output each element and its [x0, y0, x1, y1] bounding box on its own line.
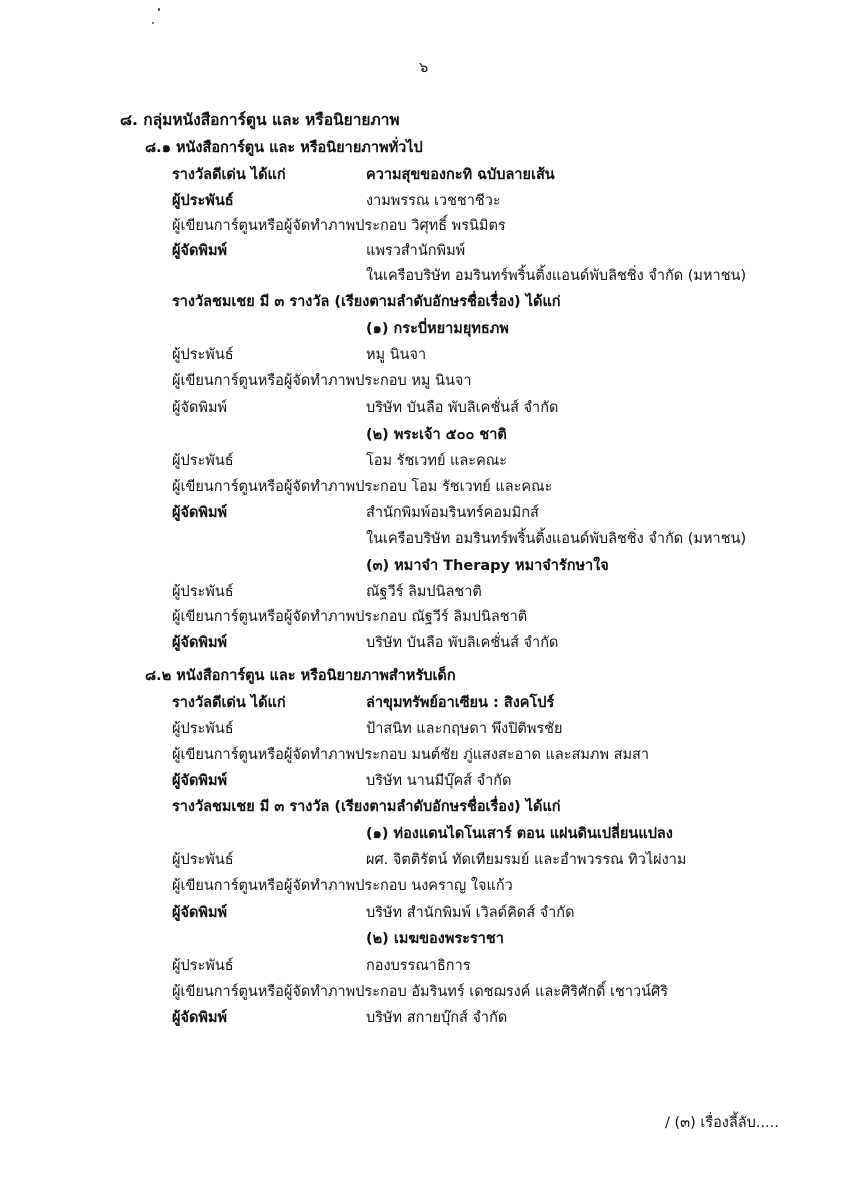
honor-title: (๑) กระบี่หยามยุทธภพ: [366, 321, 509, 337]
author: หมู นินจา: [366, 347, 427, 363]
publisher-note: ในเครือบริษัท อมรินทร์พริ้นติ้งแอนด์พับลิชชิ่ง จำกัด (มหาชน): [366, 268, 747, 284]
subsection-title: ๘.๒ หนังสือการ์ตูน และ หรือนิยายภาพสำหรับเด็ก: [145, 668, 456, 684]
publisher: บริษัท บันลือ พับลิเคชั่นส์ จำกัด: [366, 635, 559, 651]
award-title: ความสุขของกะทิ ฉบับลายเส้น: [366, 167, 555, 183]
publisher-label: ผู้จัดพิมพ์: [172, 400, 228, 416]
honor-title: (๑) ท่องแดนไดโนเสาร์ ตอน แผ่นดินเปลี่ยนแปลง: [366, 826, 673, 842]
scan-speck: [152, 22, 154, 24]
author-label: ผู้ประพันธ์: [172, 958, 234, 974]
honor-title: (๓) หมาจ๋า Therapy หมาจ๋ารักษาใจ: [366, 558, 609, 574]
author: โอม รัชเวทย์ และคณะ: [366, 453, 508, 469]
author-label: ผู้ประพันธ์: [172, 852, 234, 868]
award-title: ล่าขุมทรัพย์อาเซียน : สิงคโปร์: [366, 695, 555, 711]
honor-title: (๒) พระเจ้า ๕๐๐ ชาติ: [366, 427, 507, 443]
publisher: บริษัท สำนักพิมพ์ เวิลด์คิดส์ จำกัด: [366, 905, 575, 921]
publisher-label: ผู้จัดพิมพ์: [172, 505, 228, 521]
illustrator-line: ผู้เขียนการ์ตูนหรือผู้จัดทำภาพประกอบ อัมรินทร์ เดชฌรงค์ และศิริศักดิ์ เชาวน์ศิริ: [172, 984, 669, 1000]
footer-continuation: / (๓) เรื่องลี้ลับ.....: [665, 1115, 779, 1131]
author: กองบรรณาธิการ: [366, 958, 471, 974]
honor-title: (๒) เมฆของพระราชา: [366, 931, 504, 947]
author-label: ผู้ประพันธ์: [172, 453, 234, 469]
author-label: ผู้ประพันธ์: [172, 584, 234, 600]
illustrator-line: ผู้เขียนการ์ตูนหรือผู้จัดทำภาพประกอบ นงคราญ ใจแก้ว: [172, 878, 513, 894]
publisher: แพรวสำนักพิมพ์: [366, 243, 466, 259]
illustrator-line: ผู้เขียนการ์ตูนหรือผู้จัดทำภาพประกอบ มนต์ชัย ภู่แสงสะอาด และสมภพ สมสา: [172, 747, 650, 763]
honor-heading: รางวัลชมเชย มี ๓ รางวัล (เรียงตามลำดับอักษรชื่อเรื่อง) ได้แก่: [172, 294, 561, 310]
section-title: ๘. กลุ่มหนังสือการ์ตูน และ หรือนิยายภาพ: [120, 111, 400, 129]
author: งามพรรณ เวชชาชีวะ: [366, 193, 501, 209]
publisher-label: ผู้จัดพิมพ์: [172, 635, 228, 651]
scan-speck: [158, 8, 160, 11]
publisher-label: ผู้จัดพิมพ์: [172, 1010, 228, 1026]
illustrator-line: ผู้เขียนการ์ตูนหรือผู้จัดทำภาพประกอบ โอม รัชเวทย์ และคณะ: [172, 479, 553, 495]
illustrator-line: ผู้เขียนการ์ตูนหรือผู้จัดทำภาพประกอบ ณัฐวีร์ ลิมปนิลชาติ: [172, 609, 528, 625]
author-label: ผู้ประพันธ์: [172, 193, 234, 209]
award-label: รางวัลดีเด่น ได้แก่: [172, 167, 286, 183]
illustrator-line: ผู้เขียนการ์ตูนหรือผู้จัดทำภาพประกอบ วิศุทธิ์ พรนิมิตร: [172, 218, 506, 234]
illustrator-line: ผู้เขียนการ์ตูนหรือผู้จัดทำภาพประกอบ หมู นินจา: [172, 373, 472, 389]
page-number: ๖: [419, 60, 429, 76]
publisher: บริษัท บันลือ พับลิเคชั่นส์ จำกัด: [366, 400, 559, 416]
author: ผศ. จิตติรัตน์ ทัดเทียมรมย์ และอำพวรรณ ทิวไผ่งาม: [366, 852, 687, 868]
honor-heading: รางวัลชมเชย มี ๓ รางวัล (เรียงตามลำดับอักษรชื่อเรื่อง) ได้แก่: [172, 799, 561, 815]
publisher: บริษัท สกายบุ๊กส์ จำกัด: [366, 1010, 508, 1026]
publisher-label: ผู้จัดพิมพ์: [172, 773, 228, 789]
author: ณัฐวีร์ ลิมปนิลชาติ: [366, 584, 482, 600]
award-label: รางวัลดีเด่น ได้แก่: [172, 695, 286, 711]
publisher-label: ผู้จัดพิมพ์: [172, 905, 228, 921]
author-label: ผู้ประพันธ์: [172, 347, 234, 363]
subsection-title: ๘.๑ หนังสือการ์ตูน และ หรือนิยายภาพทั่วไป: [145, 140, 423, 156]
publisher-note: ในเครือบริษัท อมรินทร์พริ้นติ้งแอนด์พับลิชชิ่ง จำกัด (มหาชน): [366, 531, 747, 547]
author: ป้าสนิท และกฤษดา พึงปิติพรชัย: [366, 721, 563, 737]
publisher: สำนักพิมพ์อมรินทร์คอมมิกส์: [366, 505, 539, 521]
author-label: ผู้ประพันธ์: [172, 721, 234, 737]
publisher-label: ผู้จัดพิมพ์: [172, 243, 228, 259]
publisher: บริษัท นานมีบุ๊คส์ จำกัด: [366, 773, 512, 789]
